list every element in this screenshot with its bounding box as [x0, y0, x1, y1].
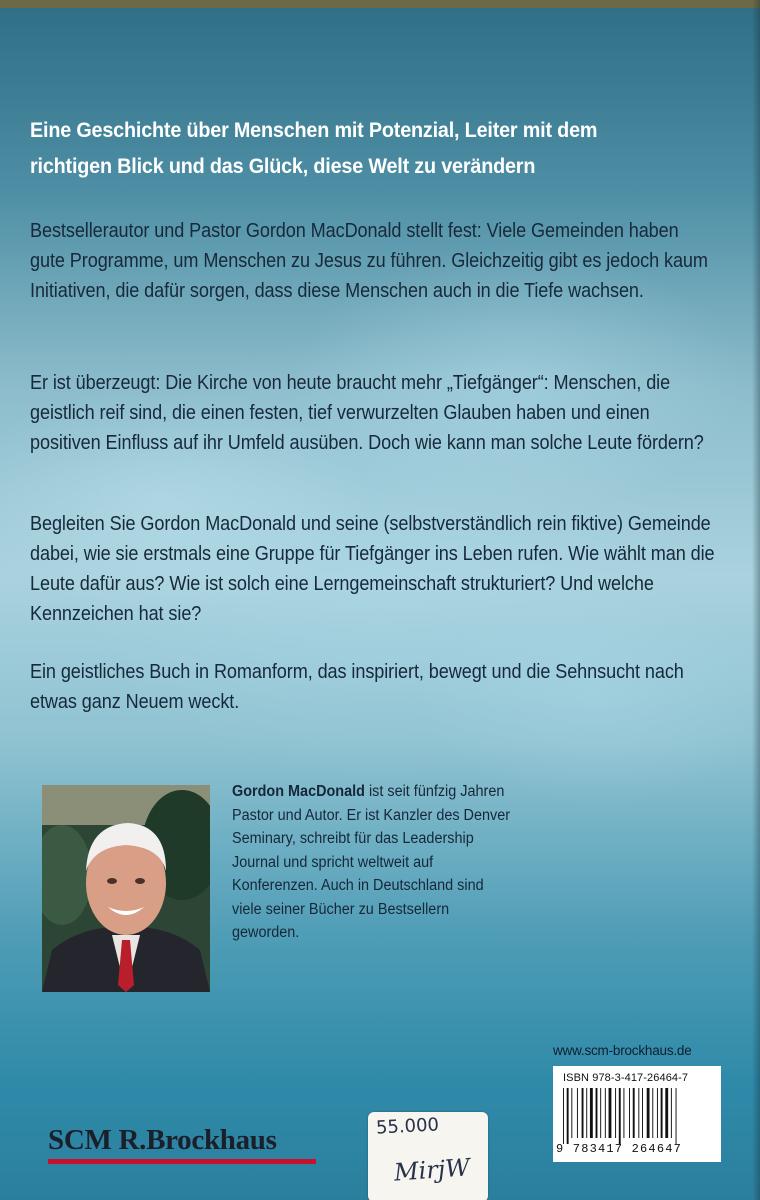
author-bio [232, 780, 511, 945]
isbn-barcode-label [553, 1066, 721, 1162]
blurb-paragraph-3: Begleiten Sie Gordon MacDonald und seine (selbstverständlich rein fiktive) Gemeinde dabei, wie sie erstmals eine Gruppe für Tiefgänger ins Leben rufen. Wie wählt man die Leute dafür aus? Wie ist solch eine Lerngemeinschaft strukturiert? Und welche Kennzeichen hat sie? [30, 513, 715, 625]
sticker-price: 55.000 [375, 1114, 440, 1139]
publisher-website: www.scm-brockhaus.de [553, 1043, 692, 1058]
handwritten-sticker [368, 1112, 488, 1200]
blurb-paragraph-2: Er ist überzeugt: Die Kirche von heute braucht mehr „Tiefgänger“: Menschen, die geistlich reif sind, die einen festen, tief verwurzelten Glauben haben und einen positiven Einfluss auf ihr Umfeld ausüben. Doch wie kann man solche Leute fördern? [30, 372, 704, 454]
isbn-number: ISBN 978-3-417-26464-7 [563, 1072, 689, 1084]
sticker-initials: MirjW [393, 1153, 471, 1187]
author-photo [42, 785, 210, 992]
barcode-digits: 9 783417 264647 [556, 1142, 683, 1156]
author-portrait-illustration [42, 785, 210, 992]
blurb-paragraph-4: Ein geistliches Buch in Romanform, das inspiriert, bewegt und die Sehnsucht nach etwas ganz Neuem weckt. [30, 661, 684, 713]
logo-underline [48, 1159, 316, 1164]
top-edge [0, 0, 760, 8]
publisher-name: SCM R.Brockhaus [48, 1124, 277, 1156]
author-name: Gordon MacDonald [232, 783, 365, 800]
barcode-icon [561, 1088, 713, 1148]
spine-edge [752, 0, 760, 1200]
headline: Eine Geschichte über Menschen mit Potenzial, Leiter mit dem richtigen Blick und das Glück, diese Welt zu verändern [30, 118, 598, 178]
blurb-paragraph-1: Bestsellerautor und Pastor Gordon MacDonald stellt fest: Viele Gemeinden haben gute Programme, um Menschen zu Jesus zu führen. Gleichzeitig gibt es jedoch kaum Initiativen, die dafür sorgen, dass diese Menschen auch in die Tiefe wachsen. [30, 220, 708, 302]
author-bio-text: ist seit fünfzig Jahren Pastor und Autor. Er ist Kanzler des Denver Seminary, schreibt für das Leadership Journal und spricht weltweit auf Konferenzen. Auch in Deutschland sind viele seiner Bücher zu Bestsellern geworden. [232, 783, 511, 941]
publisher-logo [48, 1124, 316, 1164]
